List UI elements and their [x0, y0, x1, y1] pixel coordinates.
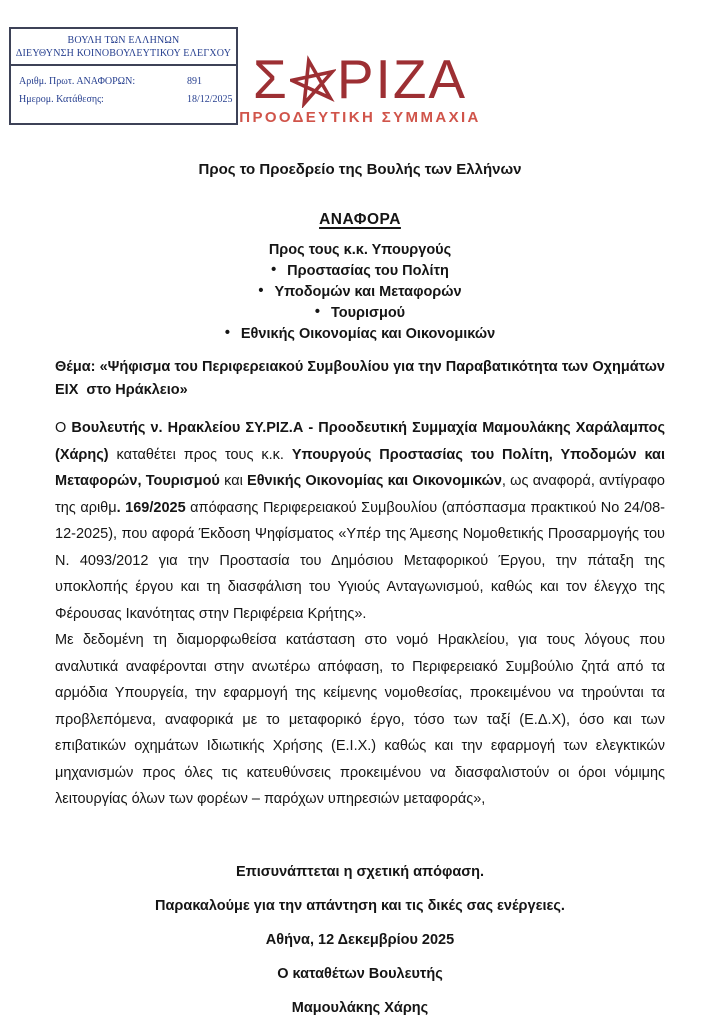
bullet-icon: • [271, 262, 277, 278]
addressee-label: Υποδομών και Μεταφορών [274, 284, 462, 300]
addressee-label: Εθνικής Οικονομίας και Οικονομικών [240, 326, 496, 342]
addressee-item [55, 282, 665, 303]
logo-word-end: ΡΙΖΑ [336, 48, 468, 110]
reply-request: Παρακαλούμε για την απάντηση και τις δικές σας ενέργειες. [155, 897, 565, 914]
bullet-icon: • [258, 283, 264, 299]
logo-word-start: Σ [252, 48, 289, 110]
addressee-label: Τουρισμού [330, 305, 406, 321]
body-paragraph: Ο Βουλευτής ν. Ηρακλείου ΣΥ.ΡΙΖ.Α - Προοδευτική Συμμαχία Μαμουλάκης Χαράλαμπος (Χάρης) καταθέτει προς τους κ.κ. Υπουργούς Προστασίας του Πολίτη, Υποδομών και Μεταφορών, Τουρισμού και Εθνικής Οικονομίας και Οικονομικών, ως αναφορά, αντίγραφο της αριθμ. 169/2025 απόφασης Περιφερειακού Συμβουλίου (απόσπασμα πρακτικού Νο 24/08-12-2025), που αφορά Έκδοση Ψηφίσματος «Υπέρ της Άμεσης Νομοθετικής Προσαρμογής του Ν. 4093/2012 για την Προστασία του Δημόσιου Μεταφορικού Έργου, την πάταξη της υποκλοπής έργου και τη διασφάλιση του Υγιούς Ανταγωνισμού, καθώς και τον έλεγχο της Φέρουσας Ικανότητας στην Περιφέρεια Κρήτης». [55, 420, 666, 622]
deposit-date-value: 18/12/2025 [187, 94, 233, 105]
logo-wordmark [252, 48, 468, 110]
party-logo [0, 48, 720, 126]
protocol-number-value: 891 [187, 76, 202, 87]
addressees-intro: Προς τους κ.κ. Υπουργούς [268, 242, 452, 258]
addressee-item [55, 303, 665, 324]
addressee-item [55, 324, 665, 345]
protocol-number-label: Αριθμ. Πρωτ. ΑΝΑΦΟΡΩΝ: [19, 76, 136, 87]
signatory-name: Μαμουλάκης Χάρης [291, 999, 429, 1016]
star-icon [290, 54, 336, 108]
bullet-icon: • [224, 325, 230, 341]
body-paragraph: Με δεδομένη τη διαμορφωθείσα κατάσταση στο νομό Ηρακλείου, για τους λόγους που αναλυτικά αναφέρονται στην ανωτέρω απόφαση, το Περιφερειακό Συμβούλιο ζητά από τα αρμόδια Υπουργεία, την εφαρμογή της κείμενης νομοθεσίας, προκειμένου να τηρούνται τα προβλεπόμενα, αναφορικά με το μεταφορικό έργο, τόσο των ταξί (Ε.Δ.Χ), όσο και των επιβατικών οχημάτων Ιδιωτικής Χρήσης (Ε.Ι.Χ.) καθώς και την εφαρμογή των ελεγκτικών μηχανισμών προς όλες τις κατευθύνσεις προκειμένου να διασφαλιστούν οι όροι νόμιμης λειτουργίας όλων των φορέων – παρόχων υπηρεσιών μεταφοράς», [55, 632, 665, 807]
logo-subtitle: ΠΡΟΟΔΕΥΤΙΚΗ ΣΥΜΜΑΧΙΑ [239, 109, 481, 126]
closing-section [55, 863, 665, 1017]
attachment-note: Επισυνάπτεται η σχετική απόφαση. [235, 863, 485, 880]
subject-text: «Ψήφισμα του Περιφερειακού Συμβουλίου για την Παραβατικότητα των Οχημάτων ΕΙΧ στο Ηράκλειο» [55, 359, 665, 398]
recipient-line: Προς το Προεδρείο της Βουλής των Ελλήνων [198, 161, 522, 178]
parliament-name: ΒΟΥΛΗ ΤΩΝ ΕΛΛΗΝΩΝ [67, 35, 180, 46]
subject-label: Θέμα: [55, 359, 96, 375]
bullet-icon: • [314, 304, 320, 320]
report-title: ΑΝΑΦΟΡΑ [319, 211, 401, 228]
document-body [55, 161, 665, 1024]
place-date-line: Αθήνα, 12 Δεκεμβρίου 2025 [265, 931, 455, 948]
deposit-date-label: Ημερομ. Κατάθεσης: [19, 94, 104, 105]
directorate-name: ΔΙΕΥΘΥΝΣΗ ΚΟΙΝΟΒΟΥΛΕΥΤΙΚΟΥ ΕΛΕΓΧΟΥ [15, 47, 232, 59]
addressee-item [55, 261, 665, 282]
addressee-label: Προστασίας του Πολίτη [287, 263, 449, 279]
signatory-role: Ο καταθέτων Βουλευτής [277, 965, 443, 982]
subject-line [55, 356, 665, 402]
